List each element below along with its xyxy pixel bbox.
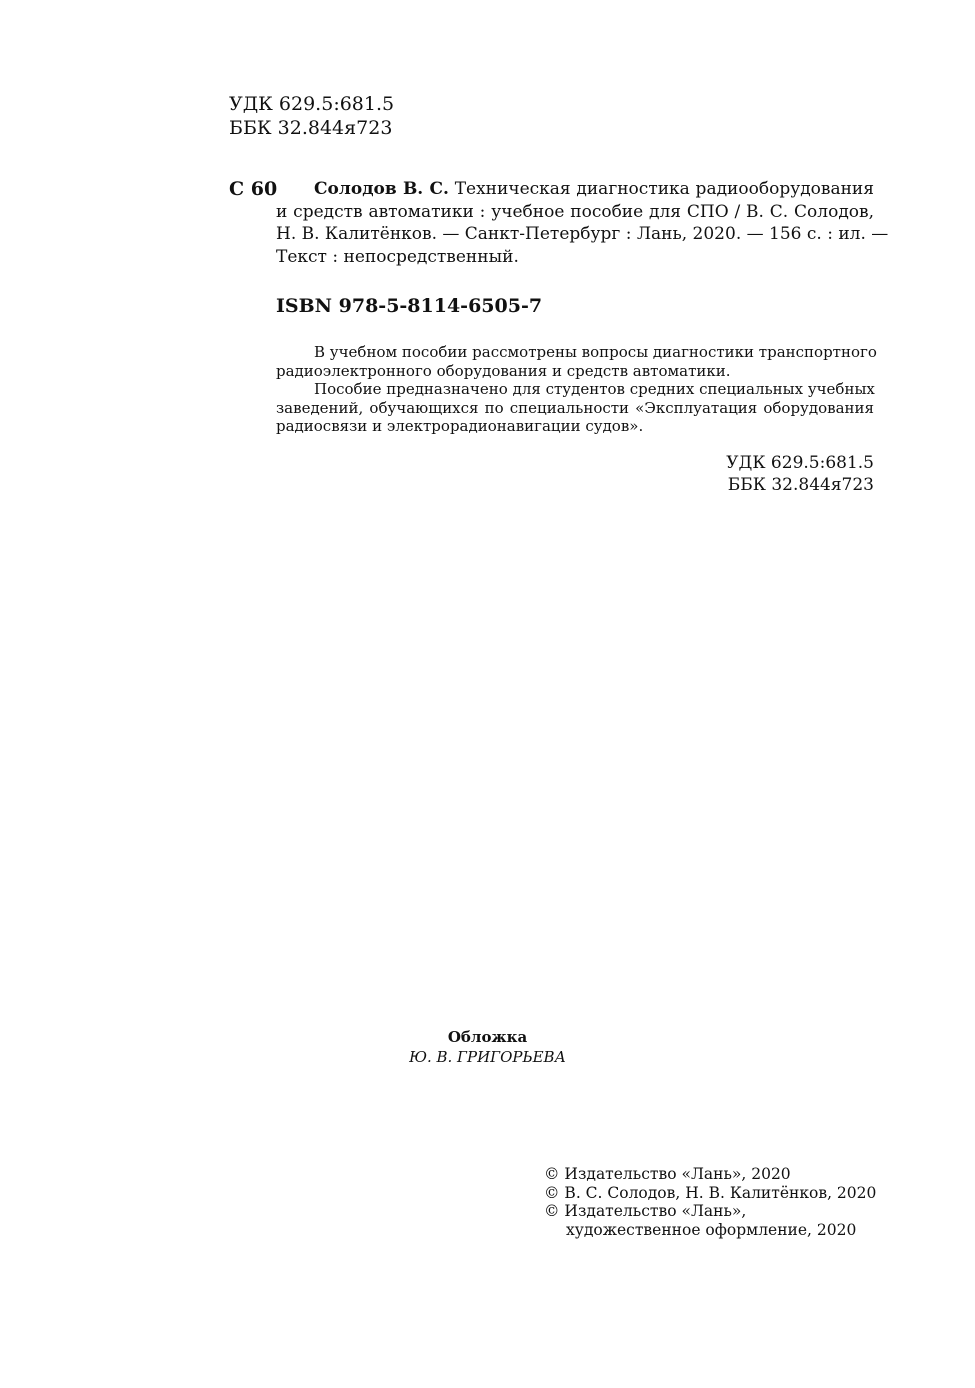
copyright-line: © Издательство «Лань», [544,1202,747,1220]
annotation-line: Пособие предназначено для студентов средних специальных учебных [314,380,875,398]
cover-credit [0,1027,975,1067]
annotation [276,343,877,436]
cover-credit-title: Обложка [447,1028,528,1046]
copyright-line: художественное оформление, 2020 [566,1220,857,1239]
annotation-line: заведений, обучающихся по специальности «Эксплуатация оборудования [276,398,874,417]
bibliographic-record [276,178,889,268]
copyright-line: © В. С. Солодов, Н. В. Калитёнков, 2020 [544,1183,877,1202]
authors: Солодов В. С. [314,179,449,199]
biblio-title: Техническая диагностика радиооборудования [454,179,874,199]
classification-top [229,92,394,140]
bbk-code: ББК 32.844я723 [229,117,393,139]
annotation-line: радиосвязи и электрорадионавигации судов». [276,417,644,435]
isbn: ISBN 978-5-8114-6505-7 [276,295,543,317]
biblio-line-3: Н. В. Калитёнков. — Санкт-Петербург : Лань, 2020. — 156 с. : ил. — [276,224,889,244]
annotation-line: В учебном пособии рассмотрены вопросы диагностики транспортного [314,343,877,361]
biblio-line-1 [276,178,874,201]
cover-credit-name: Ю. В. ГРИГОРЬЕВА [409,1048,566,1066]
annotation-line: радиоэлектронного оборудования и средств автоматики. [276,361,731,380]
author-mark: С 60 [229,178,278,200]
classification-bottom [726,452,874,496]
biblio-line-4: Текст : непосредственный. [276,246,519,267]
copyright-block [544,1165,876,1239]
biblio-line-2: и средств автоматики : учебное пособие для СПО / В. С. Солодов, [276,201,874,222]
copyright-line: © Издательство «Лань», 2020 [544,1165,791,1183]
udk-code: УДК 629.5:681.5 [726,453,874,473]
udk-code: УДК 629.5:681.5 [229,93,395,115]
bbk-code: ББК 32.844я723 [727,475,874,495]
